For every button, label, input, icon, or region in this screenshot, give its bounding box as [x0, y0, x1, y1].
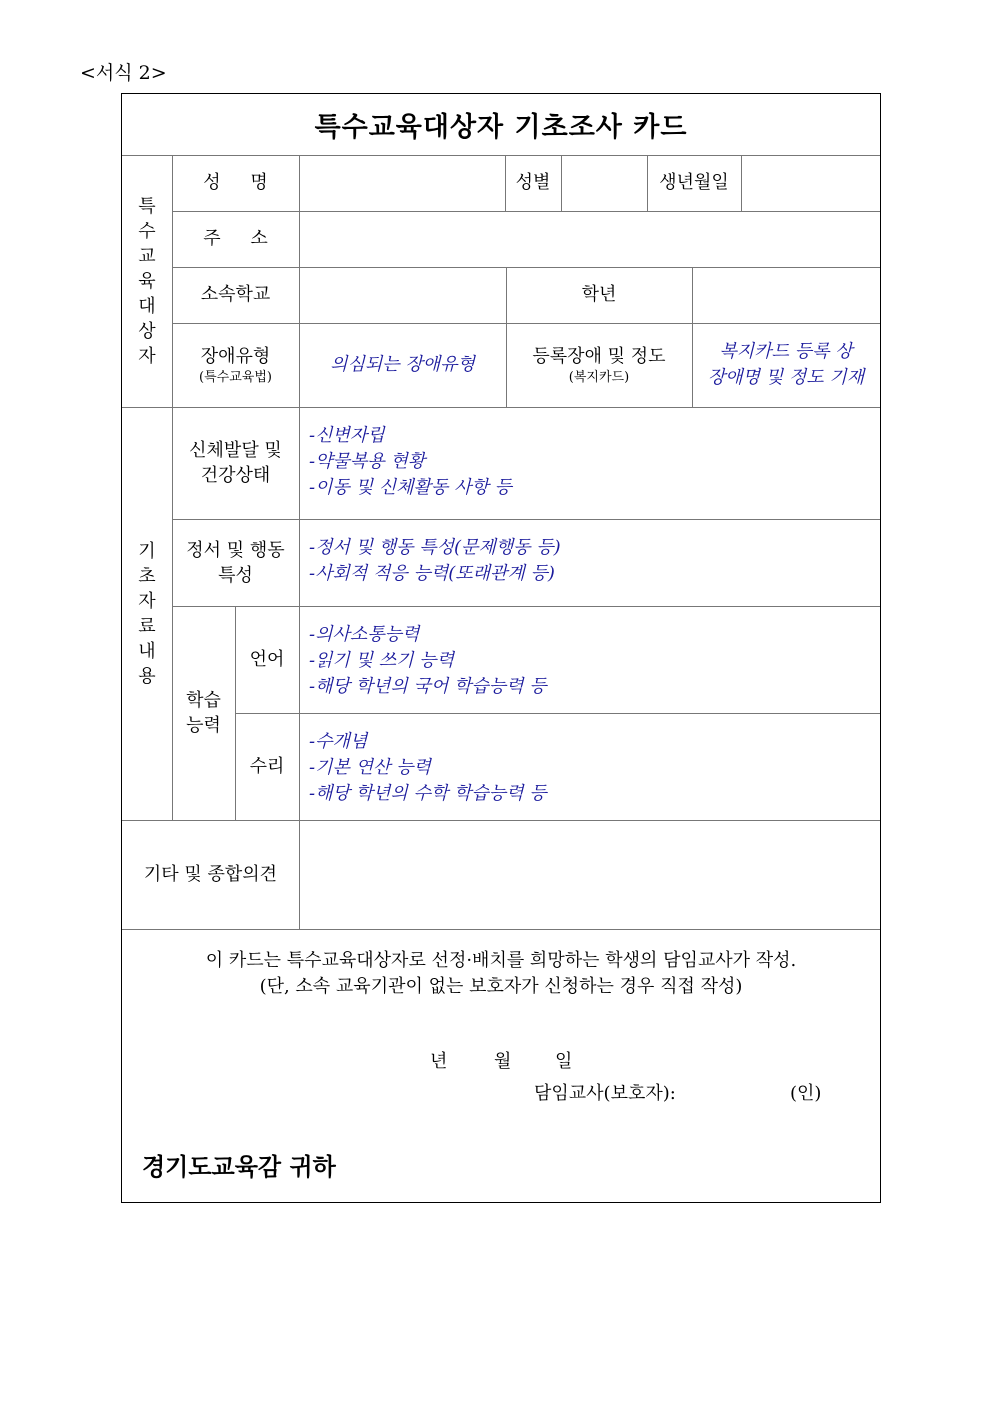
basic-data-section-heading: 기 초 자 료 내 용 [138, 540, 156, 687]
form-number: <서식 2> [80, 62, 167, 84]
gender-label: 성별 [515, 172, 551, 193]
school-label: 소속학교 [200, 284, 271, 305]
disability-type-label: 장애유형 (특수교육법) [199, 345, 272, 385]
registered-disability-hint[interactable]: 복지카드 등록 상 장애명 및 정도 기재 [707, 341, 865, 388]
list-item: -약물복용 현황 [309, 451, 426, 472]
physical-health-label: 신체발달 및 건강상태 [189, 440, 282, 486]
list-item: -의사소통능력 [309, 624, 420, 645]
name-label: 성 명 [203, 172, 268, 193]
list-item: -기본 연산 능력 [309, 757, 431, 778]
date-day-label: 일 [555, 1051, 573, 1072]
list-item: -이동 및 신체활동 사항 등 [309, 477, 512, 498]
seal-label: (인) [790, 1083, 822, 1104]
divider [122, 929, 880, 930]
learning-ability-label: 학습 능력 [186, 690, 221, 736]
physical-health-field[interactable] [299, 407, 880, 519]
birth-label: 생년월일 [659, 172, 729, 193]
address-label: 주 소 [203, 228, 268, 249]
school-field[interactable] [299, 267, 506, 323]
date-year-label: 년 [430, 1051, 448, 1072]
grade-label: 학년 [581, 284, 617, 305]
signer-label: 담임교사(보호자): [534, 1083, 676, 1104]
disability-type-hint[interactable]: 의심되는 장애유형 [330, 354, 475, 375]
list-item: -사회적 적응 능력(또래관계 등) [309, 563, 555, 584]
emotion-behavior-field[interactable] [299, 519, 880, 606]
date-month-label: 월 [494, 1051, 512, 1072]
address-field[interactable] [299, 211, 880, 267]
addressee: 경기도교육감 귀하 [142, 1152, 336, 1181]
registered-disability-label: 등록장애 및 정도 (복지카드) [532, 345, 666, 385]
instruction-note: 이 카드는 특수교육대상자로 선정·배치를 희망하는 학생의 담임교사가 작성. (단, 소속 교육기관이 없는 보호자가 신청하는 경우 직접 작성) [205, 950, 797, 997]
etc-opinion-field[interactable] [299, 820, 880, 929]
list-item: -신변자립 [309, 425, 385, 446]
list-item: -정서 및 행동 특성(문제행동 등) [309, 537, 561, 558]
language-field[interactable] [299, 606, 880, 713]
math-label: 수리 [249, 755, 285, 777]
student-section-heading: 특 수 교 육 대 상 자 [138, 195, 156, 367]
emotion-behavior-label: 정서 및 행동 특성 [186, 539, 285, 586]
grade-field[interactable] [692, 267, 880, 323]
language-label: 언어 [249, 648, 285, 670]
etc-opinion-label: 기타 및 종합의견 [143, 863, 278, 885]
list-item: -해당 학년의 국어 학습능력 등 [309, 676, 547, 697]
name-field[interactable] [299, 155, 505, 211]
card-title: 특수교육대상자 기초조사 카드 [314, 112, 688, 143]
birth-field[interactable] [741, 155, 880, 211]
list-item: -수개념 [309, 731, 368, 752]
math-field[interactable] [299, 713, 880, 820]
list-item: -읽기 및 쓰기 능력 [309, 650, 454, 671]
list-item: -해당 학년의 수학 학습능력 등 [309, 783, 547, 804]
basic-survey-card [121, 93, 881, 1203]
gender-field[interactable] [561, 155, 647, 211]
